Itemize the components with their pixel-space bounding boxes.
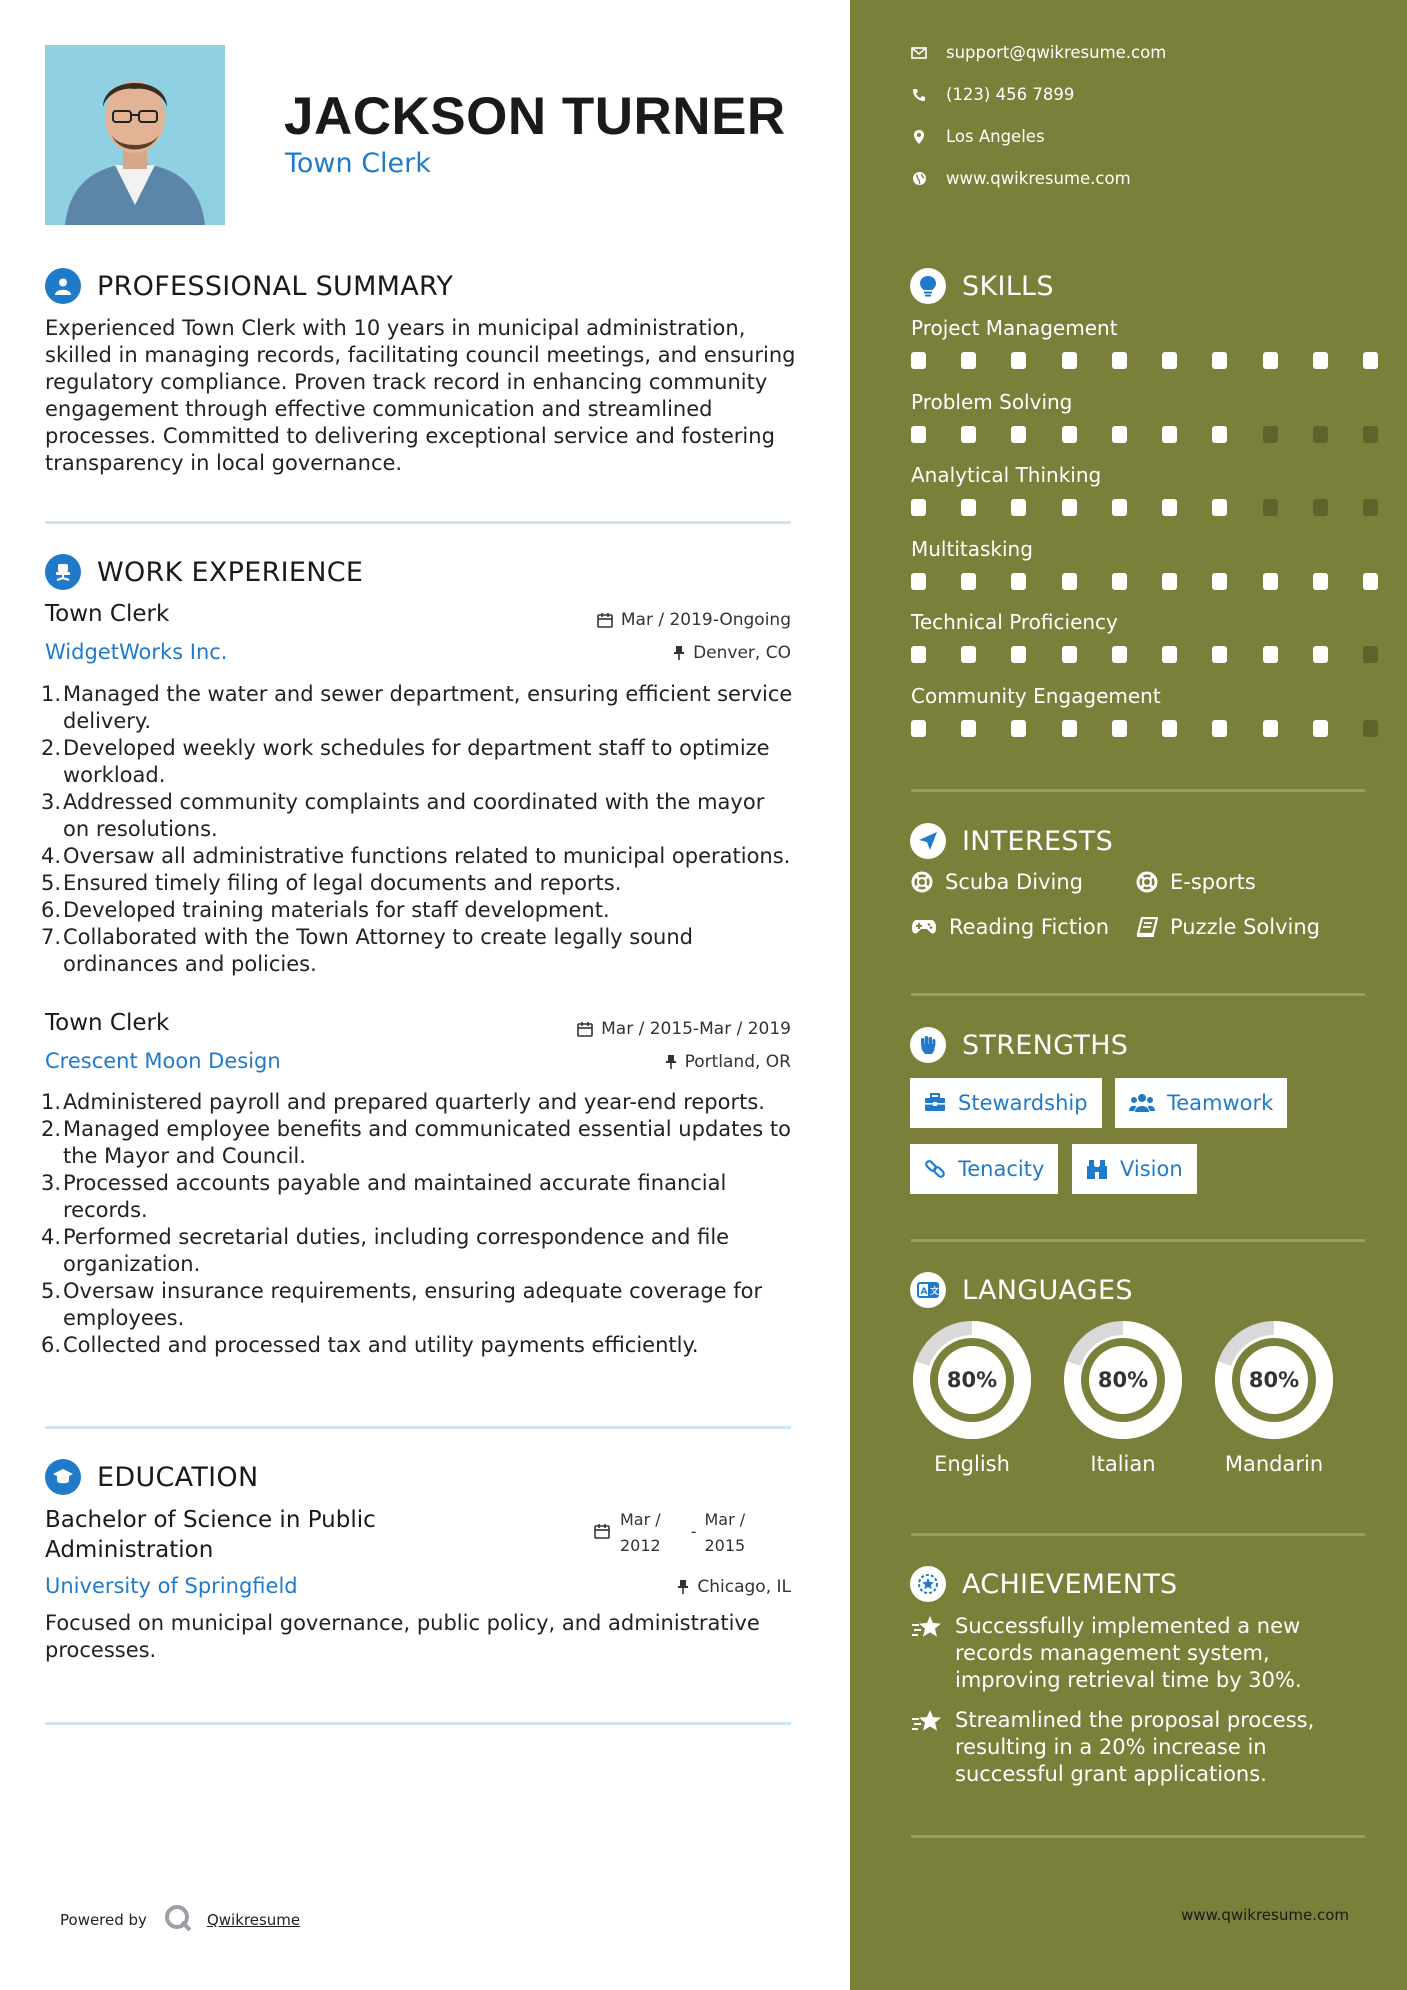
rating-dot-filled: [1011, 352, 1026, 369]
users-icon: [1129, 1093, 1155, 1113]
rating-dot-filled: [1062, 646, 1077, 663]
globe-icon: [910, 171, 928, 186]
lifebuoy-icon: [911, 871, 933, 893]
language-item: [1061, 1318, 1185, 1476]
section-divider: [911, 1835, 1365, 1838]
rating-dot-filled: [1212, 426, 1227, 443]
lifebuoy-icon: [1136, 871, 1158, 893]
section-divider: [45, 521, 791, 524]
map-marker-icon: [910, 129, 928, 145]
interest-item: [1136, 870, 1256, 894]
translate-icon: [910, 1272, 946, 1308]
language-name: Italian: [1090, 1452, 1156, 1476]
qwikresume-logo-icon: [163, 1903, 193, 1937]
rating-dot-filled: [1062, 499, 1077, 516]
rating-dot-filled: [1112, 352, 1127, 369]
job-company: Crescent Moon Design: [45, 1049, 281, 1073]
skill-rating: [911, 720, 1378, 737]
office-chair-icon: [45, 554, 81, 590]
book-icon: [1136, 917, 1158, 937]
work-heading: [45, 554, 363, 590]
gamepad-icon: [911, 918, 937, 936]
section-divider: [911, 1533, 1365, 1536]
footer-website[interactable]: www.qwikresume.com: [1181, 1906, 1349, 1924]
language-item: [910, 1318, 1034, 1476]
work-title: WORK EXPERIENCE: [97, 556, 364, 588]
envelope-icon: [910, 47, 928, 59]
strength-label: Teamwork: [1167, 1091, 1274, 1115]
summary-heading: [45, 268, 453, 304]
interest-label: E-sports: [1170, 870, 1256, 894]
list-item: 6. Developed training materials for staff development.: [41, 898, 610, 922]
rating-dot-empty: [1363, 646, 1378, 663]
rating-dot-filled: [1212, 352, 1227, 369]
interest-label: Scuba Diving: [945, 870, 1083, 894]
summary-title: PROFESSIONAL SUMMARY: [97, 270, 454, 302]
achievement-text: Streamlined the proposal process, resulting in a 20% increase in successful grant applications.: [955, 1708, 1315, 1786]
strength-label: Tenacity: [958, 1157, 1045, 1181]
rating-dot-filled: [1263, 720, 1278, 737]
rating-dot-filled: [1162, 573, 1177, 590]
svg-text:文: 文: [930, 1287, 939, 1297]
skill-name: Project Management: [911, 316, 1118, 340]
rating-dot-filled: [1112, 646, 1127, 663]
calendar-icon: [597, 612, 613, 628]
job-title: Town Clerk: [45, 1010, 170, 1036]
job-date: [577, 1019, 791, 1039]
education-heading: [45, 1459, 258, 1495]
interests-heading: [910, 823, 1113, 859]
rating-dot-empty: [1263, 426, 1278, 443]
rating-dot-empty: [1313, 499, 1328, 516]
paper-plane-icon: [910, 823, 946, 859]
language-gauge: [1212, 1318, 1336, 1442]
rating-dot-empty: [1363, 720, 1378, 737]
binoculars-icon: [1086, 1158, 1108, 1180]
rating-dot-filled: [911, 720, 926, 737]
list-item: 5. Oversaw insurance requirements, ensuring adequate coverage for employees.: [41, 1279, 763, 1330]
star-badge-icon: [910, 1566, 946, 1602]
language-gauge: [1061, 1318, 1185, 1442]
list-item: 1. Administered payroll and prepared quarterly and year-end reports.: [41, 1090, 765, 1114]
rating-dot-filled: [1011, 573, 1026, 590]
rating-dot-filled: [1062, 720, 1077, 737]
contact-phone-text: (123) 456 7899: [946, 85, 1075, 104]
strengths-title: STRENGTHS: [962, 1029, 1129, 1061]
job-date-text: Mar / 2015-Mar / 2019: [601, 1019, 791, 1039]
interest-item: [911, 870, 1083, 894]
rating-dot-filled: [911, 573, 926, 590]
calendar-icon: [577, 1021, 593, 1037]
job-location: [673, 643, 791, 663]
degree-line: Bachelor of Science in Public: [45, 1507, 376, 1533]
start-date: Mar / 2012: [620, 1510, 661, 1555]
rating-dot-filled: [1162, 426, 1177, 443]
job-responsibilities: [41, 681, 797, 978]
rating-dot-filled: [1212, 646, 1227, 663]
rating-dot-filled: [1011, 646, 1026, 663]
education-dates: [594, 1507, 745, 1559]
language-name: Mandarin: [1224, 1452, 1324, 1476]
achievements-title: ACHIEVEMENTS: [962, 1568, 1178, 1600]
rating-dot-filled: [1263, 646, 1278, 663]
degree-line: Administration: [45, 1537, 214, 1563]
rating-dot-filled: [1363, 352, 1378, 369]
rating-dot-filled: [961, 426, 976, 443]
rating-dot-filled: [1313, 720, 1328, 737]
rating-dot-filled: [1212, 573, 1227, 590]
contact-location-text: Los Angeles: [946, 127, 1045, 146]
date-separator: -: [690, 1522, 697, 1541]
rating-dot-filled: [1313, 573, 1328, 590]
interest-label: Puzzle Solving: [1170, 915, 1320, 939]
list-item: 4. Performed secretarial duties, including correspondence and file organization.: [41, 1225, 730, 1276]
skill-name: Technical Proficiency: [911, 610, 1118, 634]
list-item: 3. Processed accounts payable and maintained accurate financial records.: [41, 1171, 727, 1222]
rating-dot-filled: [1363, 573, 1378, 590]
rating-dot-filled: [1112, 720, 1127, 737]
rating-dot-empty: [1363, 426, 1378, 443]
languages-title: LANGUAGES: [962, 1274, 1133, 1306]
education-title: EDUCATION: [97, 1461, 259, 1493]
rating-dot-empty: [1363, 499, 1378, 516]
job-responsibilities: [41, 1089, 797, 1359]
rating-dot-filled: [1062, 573, 1077, 590]
contact-location: [910, 127, 1045, 146]
section-divider: [911, 993, 1365, 996]
contact-website-text: www.qwikresume.com: [946, 169, 1131, 188]
rating-dot-filled: [1062, 426, 1077, 443]
contact-email-text: support@qwikresume.com: [946, 43, 1167, 62]
language-item: [1212, 1318, 1336, 1476]
powered-by-label: Powered by: [60, 1911, 147, 1929]
rating-dot-filled: [1162, 646, 1177, 663]
rating-dot-filled: [1162, 352, 1177, 369]
language-percent: 80%: [1248, 1368, 1300, 1392]
rating-dot-filled: [1011, 499, 1026, 516]
candidate-name: JACKSON TURNER: [284, 87, 786, 146]
contact-email[interactable]: [910, 43, 1166, 62]
interest-item: [1136, 915, 1320, 939]
language-percent: 80%: [946, 1368, 998, 1392]
list-item: 6. Collected and processed tax and utility payments efficiently.: [41, 1333, 699, 1357]
rating-dot-filled: [1212, 499, 1227, 516]
lightbulb-icon: [910, 268, 946, 304]
rating-dot-filled: [1212, 720, 1227, 737]
language-name: English: [934, 1452, 1010, 1476]
rating-dot-empty: [1313, 426, 1328, 443]
list-item: 2. Managed employee benefits and communicated essential updates to the Mayor and Council.: [41, 1117, 791, 1168]
contact-phone[interactable]: [910, 85, 1074, 104]
interests-title: INTERESTS: [962, 825, 1114, 857]
rating-dot-filled: [1162, 499, 1177, 516]
profile-photo: [45, 45, 225, 225]
language-gauge: [910, 1318, 1034, 1442]
rating-dot-filled: [1112, 499, 1127, 516]
rating-dot-filled: [1112, 573, 1127, 590]
skill-rating: [911, 499, 1378, 516]
rating-dot-empty: [1263, 499, 1278, 516]
shooting-star-icon: [911, 1613, 943, 1694]
section-divider: [911, 1239, 1365, 1242]
pin-icon: [673, 645, 685, 661]
rating-dot-filled: [911, 646, 926, 663]
list-item: 7. Collaborated with the Town Attorney to create legally sound ordinances and policies.: [41, 925, 693, 976]
education-description: Focused on municipal governance, public policy, and administrative processes.: [45, 1611, 760, 1662]
list-item: 1. Managed the water and sewer department, ensuring efficient service delivery.: [41, 682, 793, 733]
achievement-text: Successfully implemented a new records management system, improving retrieval time by 30%.: [955, 1614, 1302, 1692]
section-divider: [45, 1426, 791, 1429]
graduation-cap-icon: [45, 1459, 81, 1495]
school-location: [677, 1577, 791, 1597]
achievement-item: [911, 1707, 1341, 1788]
skill-rating: [911, 426, 1378, 443]
skill-rating: [911, 573, 1378, 590]
strength-chip: [1115, 1078, 1287, 1128]
skill-rating: [911, 352, 1378, 369]
strength-label: Stewardship: [958, 1091, 1088, 1115]
rating-dot-filled: [911, 352, 926, 369]
job-date: [597, 610, 791, 630]
qwikresume-link[interactable]: Qwikresume: [206, 1911, 301, 1929]
summary-text: Experienced Town Clerk with 10 years in municipal administration, skilled in managing records, facilitating council meetings, and ensuring regulatory compliance. Proven track record in enhancing community engagement through effective communication and streamlined processes. Committed to delivering exceptional service and fostering transparency in local governance.: [45, 316, 796, 475]
list-item: 5. Ensured timely filing of legal documents and reports.: [41, 871, 622, 895]
interest-item: [911, 915, 1109, 939]
list-item: 3. Addressed community complaints and coordinated with the mayor on resolutions.: [41, 790, 765, 841]
svg-text:A: A: [920, 1287, 928, 1297]
rating-dot-filled: [961, 352, 976, 369]
shooting-star-icon: [911, 1707, 943, 1788]
fist-icon: [910, 1027, 946, 1063]
powered-by: [60, 1903, 300, 1937]
skills-title: SKILLS: [962, 270, 1054, 302]
pin-icon: [677, 1579, 689, 1595]
skill-name: Community Engagement: [911, 683, 1161, 708]
job-location-text: Portland, OR: [684, 1052, 791, 1072]
skill-name: Problem Solving: [911, 389, 1073, 414]
candidate-role: Town Clerk: [285, 148, 431, 179]
rating-dot-filled: [961, 573, 976, 590]
skill-name: Multitasking: [911, 536, 1033, 561]
rating-dot-filled: [911, 426, 926, 443]
link-icon: [924, 1158, 946, 1180]
language-percent: 80%: [1097, 1368, 1149, 1392]
rating-dot-filled: [1313, 352, 1328, 369]
skills-heading: [910, 268, 1054, 304]
rating-dot-filled: [1011, 720, 1026, 737]
strengths-heading: [910, 1027, 1128, 1063]
job-location: [665, 1052, 791, 1072]
job-location-text: Denver, CO: [693, 643, 791, 663]
rating-dot-filled: [1263, 352, 1278, 369]
rating-dot-filled: [1112, 426, 1127, 443]
calendar-icon: [594, 1523, 610, 1539]
achievement-item: [911, 1613, 1341, 1694]
rating-dot-filled: [911, 499, 926, 516]
rating-dot-filled: [1011, 426, 1026, 443]
job-company: WidgetWorks Inc.: [45, 640, 228, 664]
rating-dot-filled: [1263, 573, 1278, 590]
achievements-heading: [910, 1566, 1178, 1602]
rating-dot-filled: [961, 499, 976, 516]
strength-chip: [1072, 1144, 1197, 1194]
skill-rating: [911, 646, 1378, 663]
rating-dot-filled: [961, 646, 976, 663]
end-date: Mar / 2015: [704, 1510, 746, 1555]
rating-dot-filled: [1062, 352, 1077, 369]
pin-icon: [665, 1054, 677, 1070]
languages-heading: [910, 1272, 1133, 1308]
strength-label: Vision: [1120, 1157, 1183, 1181]
job-title: Town Clerk: [45, 601, 170, 627]
interest-label: Reading Fiction: [949, 915, 1110, 939]
sidebar: [850, 0, 1407, 1990]
strength-chip: [910, 1144, 1058, 1194]
skill-name: Analytical Thinking: [911, 463, 1102, 487]
section-divider: [911, 789, 1365, 792]
degree: [45, 1505, 376, 1565]
job-date-text: Mar / 2019-Ongoing: [620, 610, 791, 630]
section-divider: [45, 1722, 791, 1725]
rating-dot-filled: [1313, 646, 1328, 663]
contact-website[interactable]: [910, 169, 1131, 188]
strength-chip: [910, 1078, 1102, 1128]
phone-icon: [910, 88, 928, 102]
school-name: University of Springfield: [45, 1574, 298, 1598]
user-icon: [45, 268, 81, 304]
list-item: 4. Oversaw all administrative functions related to municipal operations.: [41, 844, 791, 868]
list-item: 2. Developed weekly work schedules for department staff to optimize workload.: [41, 736, 770, 787]
briefcase-icon: [924, 1093, 946, 1113]
school-location-text: Chicago, IL: [697, 1577, 791, 1597]
rating-dot-filled: [961, 720, 976, 737]
rating-dot-filled: [1162, 720, 1177, 737]
